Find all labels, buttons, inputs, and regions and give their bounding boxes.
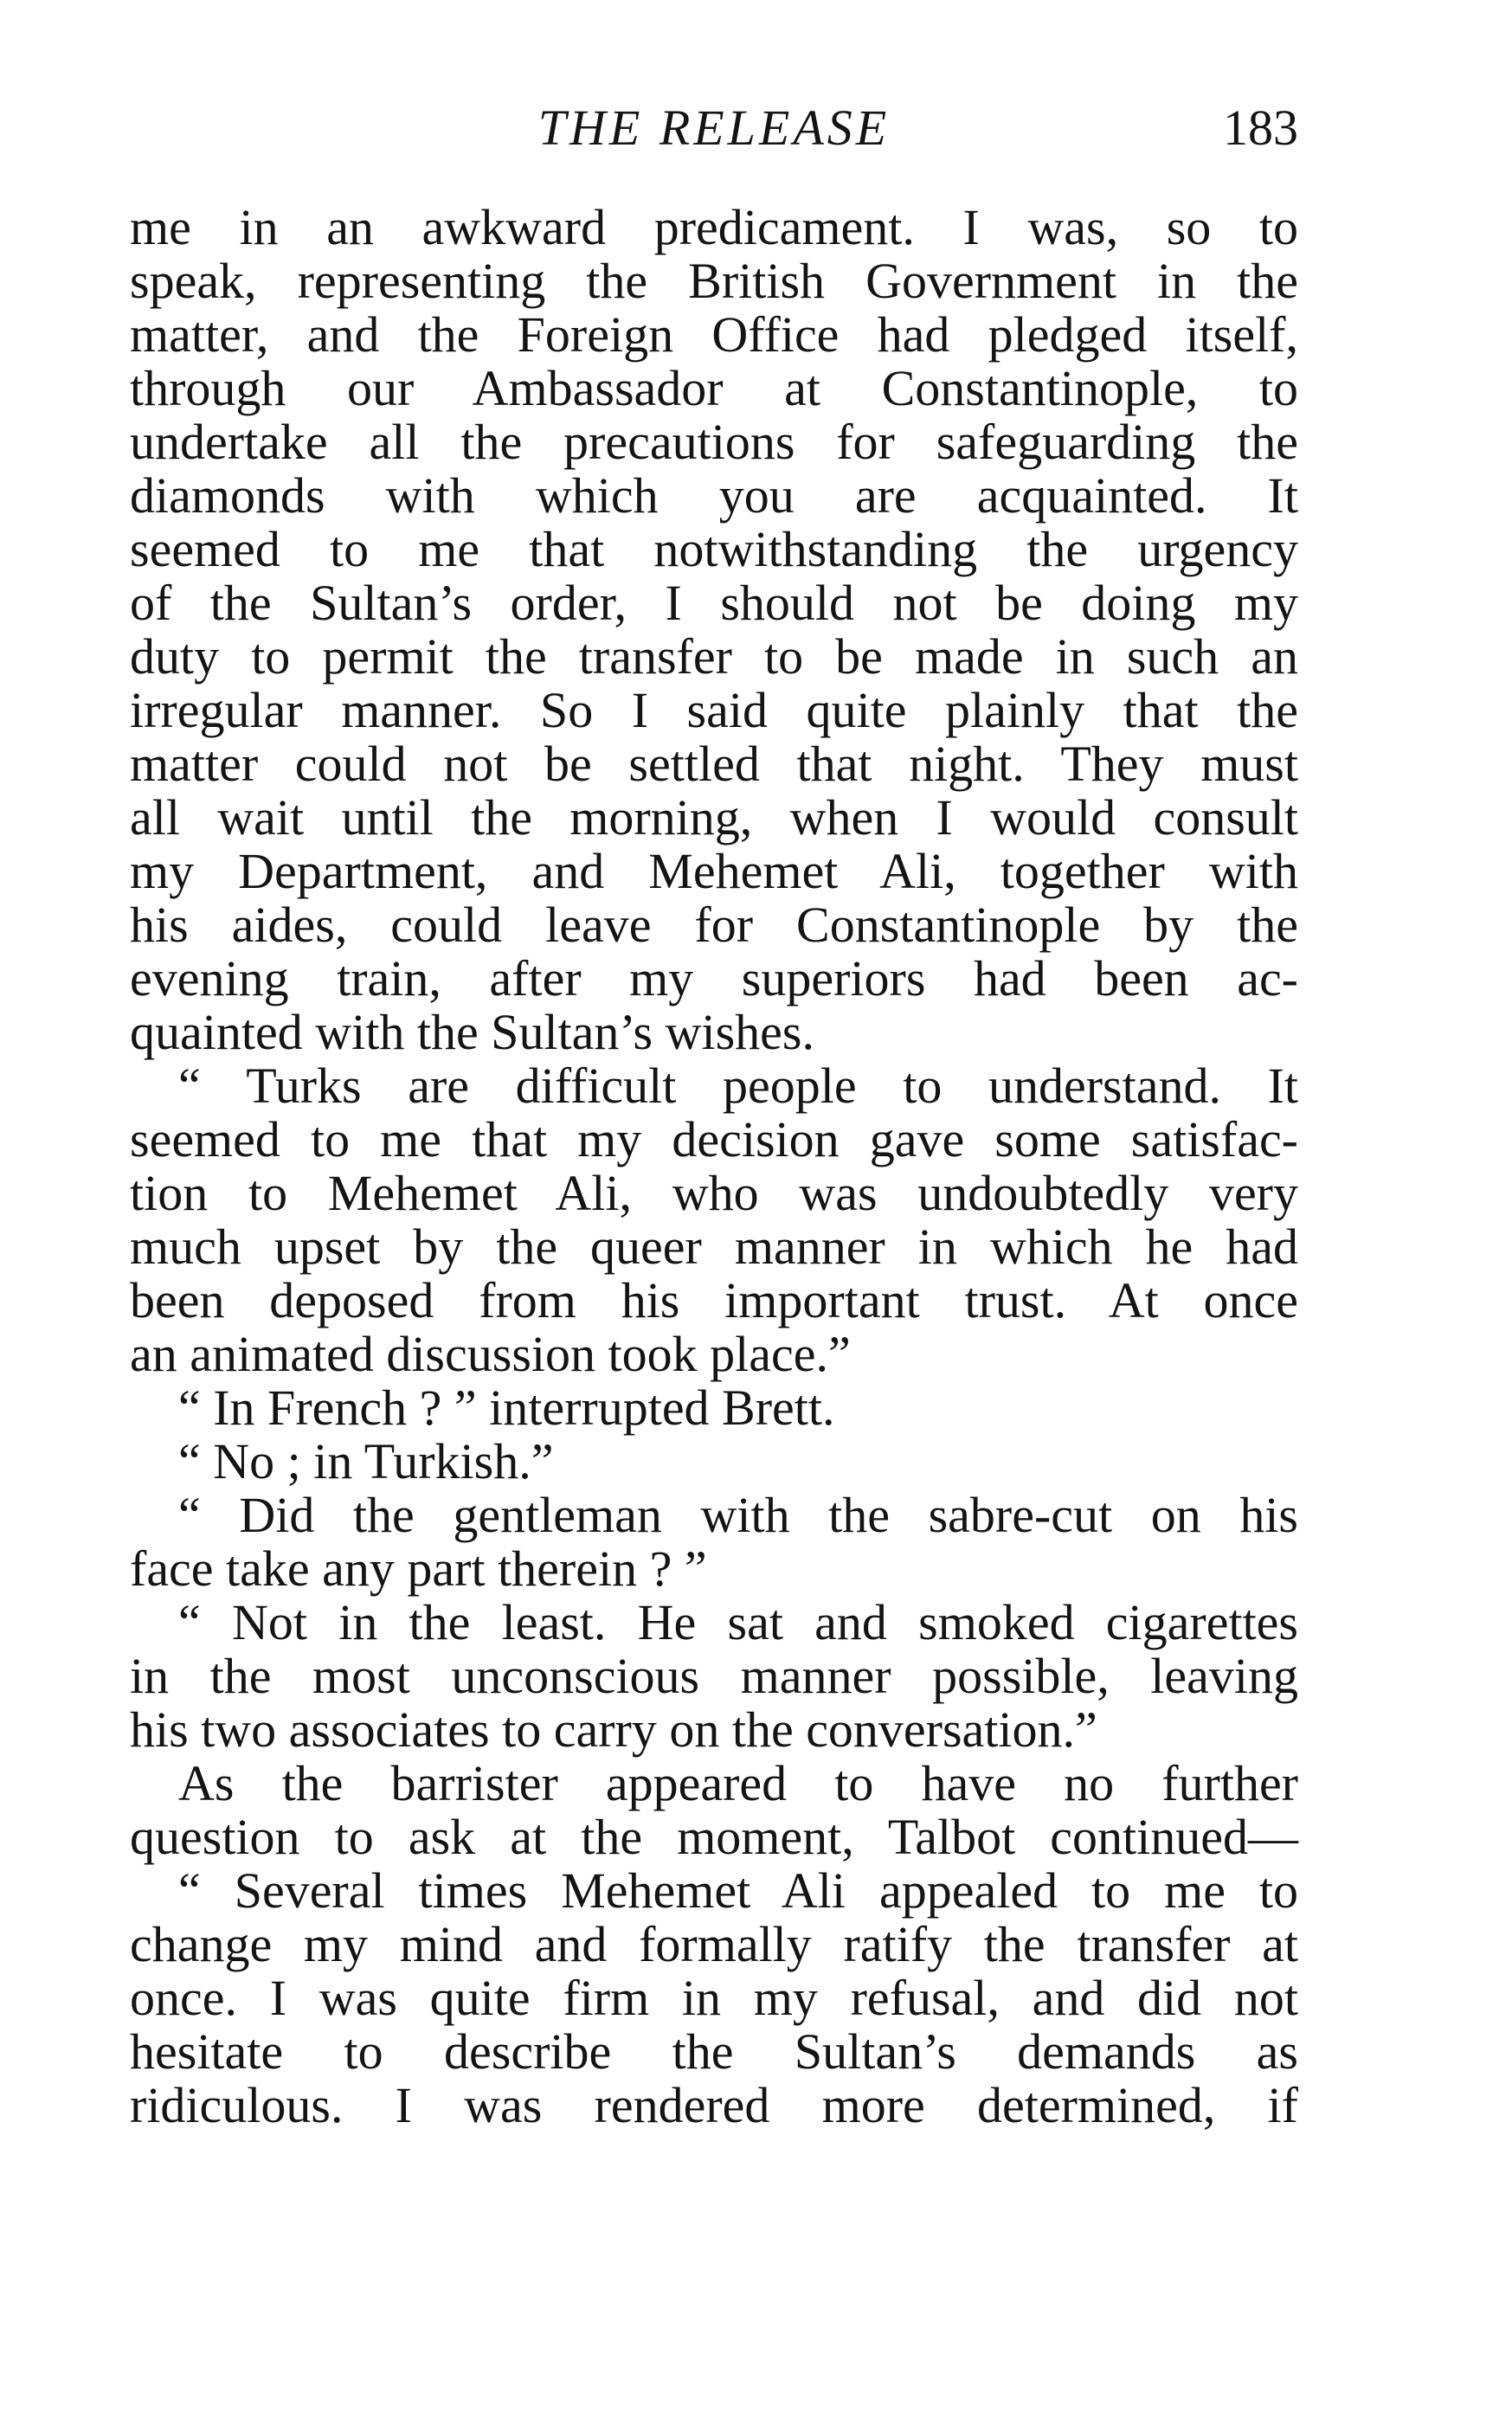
text-line: tion to Mehemet Ali, who was undoubtedly very — [130, 1165, 1298, 1221]
running-head — [130, 93, 1298, 163]
text-line: “ In French ? ” interrupted Brett. — [178, 1379, 835, 1436]
text-line: seemed to me that my decision gave some satisfac- — [130, 1111, 1298, 1167]
text-line: much upset by the queer manner in which he had — [130, 1219, 1298, 1275]
body-text — [130, 201, 1298, 2132]
text-line: matter, and the Foreign Office had pledged itself, — [130, 306, 1298, 363]
text-line: duty to permit the transfer to be made in such an — [130, 628, 1298, 685]
text-line: “ Did the gentleman with the sabre-cut on his — [178, 1487, 1298, 1543]
text-line: change my mind and formally ratify the transfer at — [130, 1916, 1298, 1972]
text-line: through our Ambassador at Constantinople, to — [130, 360, 1298, 416]
text-line: of the Sultan’s order, I should not be doing my — [130, 575, 1298, 631]
text-line: speak, representing the British Government in the — [130, 253, 1298, 309]
text-line: “ No ; in Turkish.” — [178, 1433, 554, 1489]
text-line: undertake all the precautions for safeguarding the — [130, 414, 1298, 470]
running-title: THE RELEASE — [537, 100, 891, 156]
text-line: my Department, and Mehemet Ali, together with — [130, 843, 1298, 899]
text-line: me in an awkward predicament. I was, so to — [130, 199, 1298, 255]
text-line: face take any part therein ? ” — [130, 1540, 707, 1597]
text-line: an animated discussion took place.” — [130, 1326, 851, 1382]
text-line: evening train, after my superiors had been ac- — [130, 950, 1298, 1006]
text-line: ridiculous. I was rendered more determined, if — [130, 2077, 1298, 2133]
text-line: his two associates to carry on the conversation.” — [130, 1701, 1097, 1758]
text-line: quainted with the Sultan’s wishes. — [130, 1004, 814, 1060]
text-line: seemed to me that notwithstanding the urgency — [130, 521, 1298, 577]
text-line: question to ask at the moment, Talbot continued— — [130, 1809, 1298, 1865]
text-line: As the barrister appeared to have no further — [178, 1755, 1298, 1811]
text-line: “ Several times Mehemet Ali appealed to me to — [178, 1862, 1298, 1919]
text-line: irregular manner. So I said quite plainly that the — [130, 682, 1298, 738]
text-line: been deposed from his important trust. At once — [130, 1272, 1298, 1328]
text-line: all wait until the morning, when I would consult — [130, 789, 1298, 846]
text-line: in the most unconscious manner possible, leaving — [130, 1648, 1298, 1704]
text-line: diamonds with which you are acquainted. It — [130, 467, 1298, 524]
text-line: matter could not be settled that night. They must — [130, 736, 1298, 792]
text-line: “ Turks are difficult people to understand. It — [178, 1058, 1298, 1114]
page-number: 183 — [1223, 100, 1298, 156]
text-line: his aides, could leave for Constantinople by the — [130, 897, 1298, 953]
text-line: once. I was quite firm in my refusal, and did not — [130, 1970, 1298, 2026]
text-line: hesitate to describe the Sultan’s demands as — [130, 2023, 1298, 2080]
text-line: “ Not in the least. He sat and smoked cigarettes — [178, 1594, 1298, 1650]
